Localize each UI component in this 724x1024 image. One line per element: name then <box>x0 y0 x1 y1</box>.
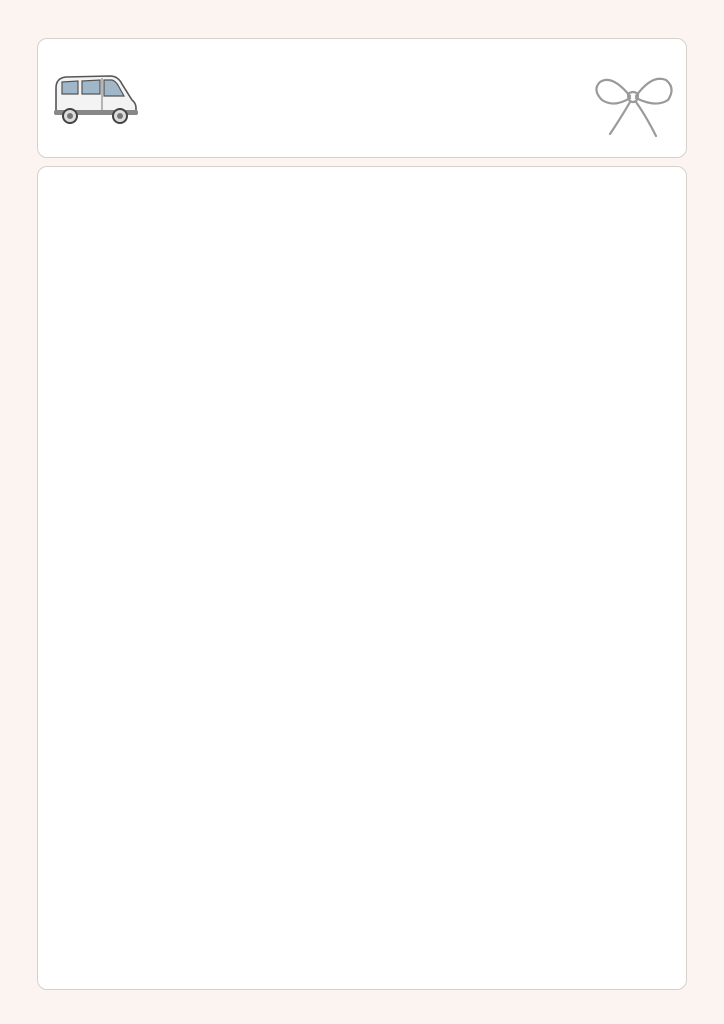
ribbon-bow-icon <box>592 72 678 142</box>
donation-table <box>37 166 687 990</box>
van-icon <box>52 70 138 126</box>
